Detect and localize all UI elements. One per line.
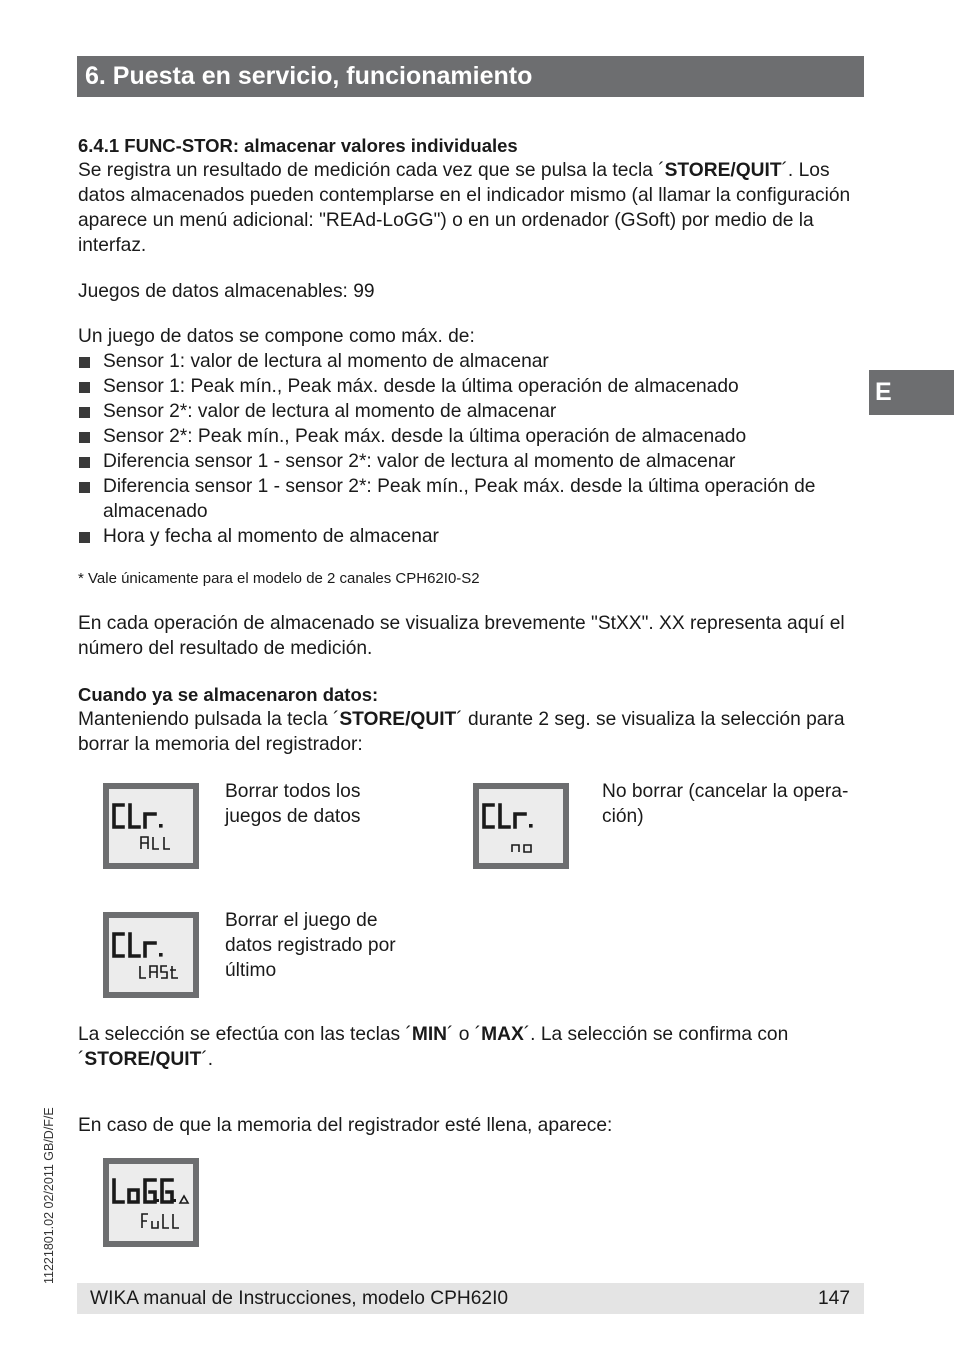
footnote: * Vale únicamente para el modelo de 2 canales CPH62I0-S2 <box>78 570 480 587</box>
store-quit-key: STORE/QUIT <box>84 1049 202 1070</box>
list-item: Sensor 2*: Peak mín., Peak máx. desde la última operación de almacenado <box>78 424 868 449</box>
store-quit-key: STORE/QUIT <box>664 160 782 181</box>
list-item: Diferencia sensor 1 - sensor 2*: Peak mín., Peak máx. desde la última operación de almacenado <box>78 474 868 524</box>
select-text-a: La selección se efectúa con las teclas ´ <box>78 1024 412 1045</box>
lcd-display-clr-all <box>103 783 199 869</box>
lcd-digits-logg <box>109 1164 193 1241</box>
select-text-d: ´. <box>201 1049 214 1070</box>
page-number: 147 <box>817 1288 850 1309</box>
side-document-code <box>42 1088 62 1288</box>
lcd-screen <box>109 1164 193 1241</box>
min-key: MIN <box>411 1024 448 1045</box>
lcd-digits-clr <box>479 789 563 863</box>
list-item: Sensor 1: Peak mín., Peak máx. desde la última operación de almacenado <box>78 374 868 399</box>
max-key: MAX <box>481 1024 524 1045</box>
select-text-c: ´. La selección se confirma con ´ <box>78 1024 789 1070</box>
display-caption: Borrar el juego de datos registrado por último <box>225 910 396 981</box>
display-caption: Borrar todos los juegos de datos <box>225 781 361 827</box>
lcd-display-logg-full <box>103 1158 199 1247</box>
document-code: 11221801.02 02/2011 GB/D/F/E <box>42 1107 56 1284</box>
intro-text-b: ´. Los datos almacenados pueden contemplarse en el indicador mismo (al llamar la configuración aparece un menú adicional: "REAd-LoGG") o en un ordenador (GSoft) por medio de la interfaz. <box>78 160 851 256</box>
section-heading: 6.4.1 FUNC-STOR: almacenar valores individuales <box>78 135 518 156</box>
list-item: Diferencia sensor 1 - sensor 2*: valor de lectura al momento de almacenar <box>78 449 868 474</box>
select-text-b: ´ o ´ <box>447 1024 482 1045</box>
language-tab: E <box>869 370 954 415</box>
stored-paragraph <box>78 707 868 757</box>
composition-list <box>78 349 868 549</box>
footer-title: WIKA manual de Instrucciones, modelo CPH62I0 <box>90 1288 509 1309</box>
stored-text-b: ´ durante 2 seg. se visualiza la selección para borrar la memoria del registrador: <box>78 709 845 755</box>
list-item: Hora y fecha al momento de almacenar <box>78 524 868 549</box>
lcd-display-clr-no <box>473 783 569 869</box>
stored-heading: Cuando ya se almacenaron datos: <box>78 684 379 705</box>
stored-text-a: Manteniendo pulsada la tecla ´ <box>78 709 340 730</box>
list-item: Sensor 1: valor de lectura al momento de almacenar <box>78 349 868 374</box>
main-content <box>78 133 868 757</box>
footer-bar <box>77 1283 864 1314</box>
intro-text-a: Se registra un resultado de medición cada vez que se pulsa la tecla ´ <box>78 160 665 181</box>
lcd-digits-clr <box>109 789 193 863</box>
display-caption: No borrar (cancelar la opera-ción) <box>602 781 849 827</box>
lcd-digits-clr <box>109 918 193 992</box>
selection-text <box>78 1022 868 1072</box>
section-header-bar <box>77 56 864 97</box>
lcd-screen <box>109 789 193 863</box>
capacity-text: Juegos de datos almacenables: 99 <box>78 281 375 302</box>
intro-paragraph <box>78 158 868 258</box>
store-quit-key: STORE/QUIT <box>339 709 457 730</box>
composition-intro: Un juego de datos se compone como máx. de: <box>78 326 475 347</box>
selection-paragraph <box>78 1022 868 1072</box>
page-title: 6. Puesta en servicio, funcionamiento <box>85 62 533 90</box>
stxx-paragraph: En cada operación de almacenado se visualiza brevemente "StXX". XX representa aquí el número del resultado de medición. <box>78 613 845 659</box>
full-paragraph: En caso de que la memoria del registrador esté llena, aparece: <box>78 1115 613 1136</box>
lcd-display-clr-last <box>103 912 199 998</box>
lcd-screen <box>109 918 193 992</box>
lcd-screen <box>479 789 563 863</box>
list-item: Sensor 2*: valor de lectura al momento de almacenar <box>78 399 868 424</box>
